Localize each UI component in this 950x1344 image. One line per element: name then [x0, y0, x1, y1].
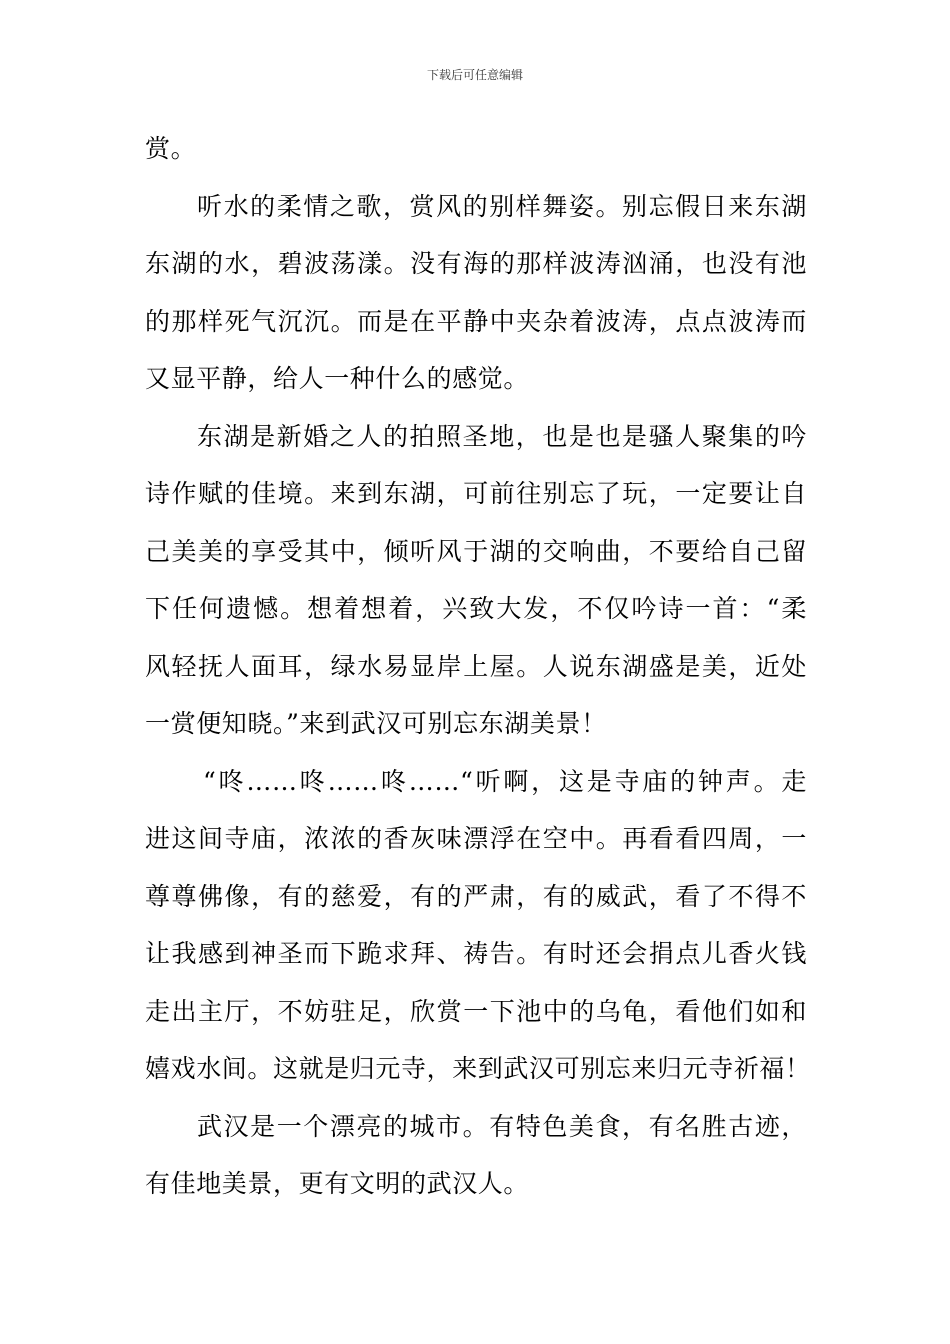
text-line: 尊尊佛像，有的慈爱，有的严肃，有的威武，看了不得不	[145, 881, 807, 911]
text-line: 诗作赋的佳境。来到东湖，可前往别忘了玩，一定要让自	[145, 479, 807, 508]
text-line: 下任何遗憾。想着想着，兴致大发，不仅吟诗一首：“柔	[145, 594, 807, 623]
text-line: 走出主厅，不妨驻足，欣赏一下池中的乌龟，看他们如和	[145, 996, 807, 1026]
text-line: 风轻抚人面耳，绿水易显岸上屋。人说东湖盛是美，近处	[145, 651, 807, 681]
text-line: 嬉戏水间。这就是归元寺，来到武汉可别忘来归元寺祈福！	[145, 1054, 811, 1083]
paragraph-first-line: “咚……咚……咚……“听啊，这是寺庙的钟声。走	[203, 766, 807, 796]
paragraph-first-line: 听水的柔情之歌，赏风的别样舞姿。别忘假日来东湖	[197, 191, 807, 221]
text-line: 有佳地美景，更有文明的武汉人。	[145, 1169, 530, 1198]
paragraph-first-line: 东湖是新婚之人的拍照圣地，也是也是骚人聚集的吟	[197, 421, 807, 451]
page-header: 下载后可任意编辑	[426, 68, 523, 82]
text-line: 又显平静，给人一种什么的感觉。	[145, 364, 530, 393]
text-line: 的那样死气沉沉。而是在平静中夹杂着波涛，点点波涛而	[145, 306, 807, 336]
body-text	[145, 120, 811, 1213]
text-line: 东湖的水，碧波荡漾。没有海的那样波涛汹涌，也没有池	[145, 249, 807, 278]
paragraph-first-line: 武汉是一个漂亮的城市。有特色美食，有名胜古迹，	[197, 1111, 807, 1141]
text-line: 赏。	[145, 134, 197, 163]
text-line: 己美美的享受其中，倾听风于湖的交响曲，不要给自己留	[145, 536, 807, 566]
text-line: 一赏便知晓。”来到武汉可别忘东湖美景！	[145, 709, 607, 738]
text-line: 进这间寺庙，浓浓的香灰味漂浮在空中。再看看四周，一	[145, 824, 807, 853]
text-line: 让我感到神圣而下跪求拜、祷告。有时还会捐点儿香火钱	[145, 939, 807, 968]
